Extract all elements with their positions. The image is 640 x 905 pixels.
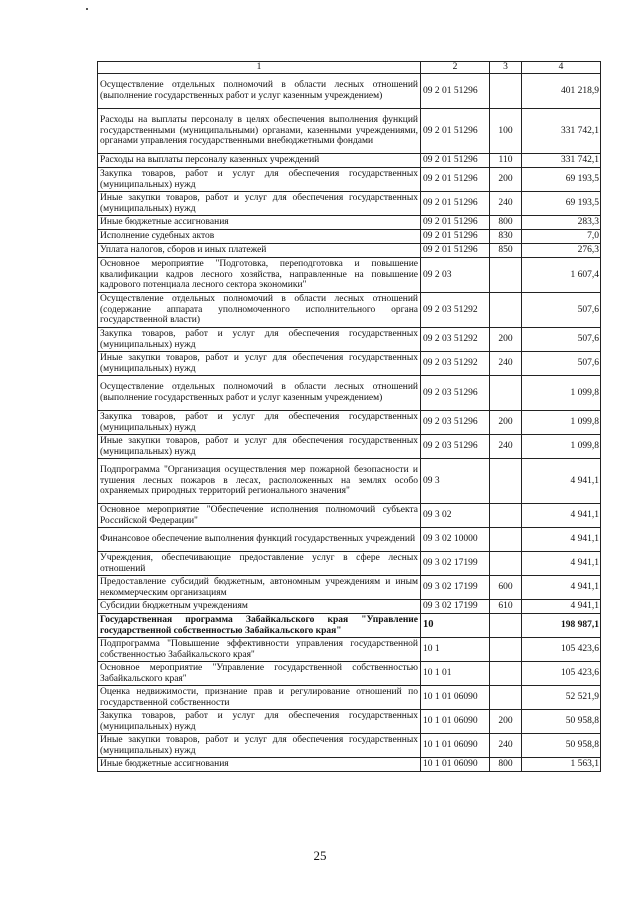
- row-expense-type-cell: 800: [490, 758, 522, 772]
- row-code-cell: 09 3 02: [421, 504, 490, 528]
- row-expense-type-cell: 240: [490, 734, 522, 758]
- row-code-cell: 10: [421, 614, 490, 638]
- header-col-4: 4: [522, 62, 601, 74]
- row-name-cell: Субсидии бюджетным учреждениям: [98, 600, 421, 614]
- table-row: [98, 74, 601, 109]
- budget-table: [97, 61, 601, 772]
- row-code-cell: 10 1 01 06090: [421, 758, 490, 772]
- table-header-row: [98, 62, 601, 74]
- row-expense-type-cell: [490, 293, 522, 328]
- row-name-cell: Закупка товаров, работ и услуг для обеспечения государственных (муниципальных) нужд: [98, 710, 421, 734]
- row-expense-type-cell: 200: [490, 411, 522, 435]
- row-code-cell: 09 3 02 10000: [421, 528, 490, 552]
- row-amount-cell: 7,0: [522, 230, 601, 244]
- table-row: [98, 552, 601, 576]
- row-code-cell: 09 2 01 51296: [421, 74, 490, 109]
- row-expense-type-cell: 850: [490, 244, 522, 258]
- row-amount-cell: 4 941,1: [522, 576, 601, 600]
- row-amount-cell: 69 193,5: [522, 192, 601, 216]
- header-col-3: 3: [490, 62, 522, 74]
- row-amount-cell: 50 958,8: [522, 710, 601, 734]
- row-expense-type-cell: [490, 459, 522, 504]
- row-expense-type-cell: [490, 74, 522, 109]
- row-code-cell: 09 2 01 51296: [421, 168, 490, 192]
- row-expense-type-cell: 100: [490, 109, 522, 154]
- row-code-cell: 10 1 01 06090: [421, 710, 490, 734]
- row-expense-type-cell: [490, 662, 522, 686]
- row-name-cell: Иные бюджетные ассигнования: [98, 216, 421, 230]
- row-amount-cell: 1 099,8: [522, 435, 601, 459]
- row-amount-cell: 4 941,1: [522, 504, 601, 528]
- table-row: [98, 411, 601, 435]
- row-name-cell: Расходы на выплаты персоналу казенных учреждений: [98, 154, 421, 168]
- table-row: [98, 638, 601, 662]
- row-name-cell: Иные бюджетные ассигнования: [98, 758, 421, 772]
- table-row: [98, 758, 601, 772]
- table-row: [98, 376, 601, 411]
- row-amount-cell: 401 218,9: [522, 74, 601, 109]
- row-name-cell: Основное мероприятие "Подготовка, переподготовка и повышение квалификации кадров лесного хозяйства, направленные на повышение кадрового потенциала лесного сектора экономики": [98, 258, 421, 293]
- row-name-cell: Закупка товаров, работ и услуг для обеспечения государственных (муниципальных) нужд: [98, 411, 421, 435]
- row-code-cell: 09 3 02 17199: [421, 552, 490, 576]
- row-expense-type-cell: 200: [490, 168, 522, 192]
- row-code-cell: 09 2 03 51296: [421, 376, 490, 411]
- row-amount-cell: 1 563,1: [522, 758, 601, 772]
- row-expense-type-cell: 600: [490, 576, 522, 600]
- row-code-cell: 09 2 03: [421, 258, 490, 293]
- row-expense-type-cell: 200: [490, 328, 522, 352]
- table-row: [98, 293, 601, 328]
- header-col-2: 2: [421, 62, 490, 74]
- scan-artifact: [86, 8, 88, 10]
- row-amount-cell: 1 099,8: [522, 411, 601, 435]
- row-amount-cell: 507,6: [522, 352, 601, 376]
- row-code-cell: 09 3 02 17199: [421, 600, 490, 614]
- page-number: 25: [313, 848, 327, 863]
- row-expense-type-cell: 240: [490, 435, 522, 459]
- row-expense-type-cell: 200: [490, 710, 522, 734]
- row-code-cell: 09 2 01 51296: [421, 216, 490, 230]
- row-amount-cell: 4 941,1: [522, 459, 601, 504]
- table-body: [98, 74, 601, 772]
- table-row: [98, 168, 601, 192]
- row-amount-cell: 507,6: [522, 328, 601, 352]
- row-amount-cell: 507,6: [522, 293, 601, 328]
- row-name-cell: Учреждения, обеспечивающие предоставление услуг в сфере лесных отношений: [98, 552, 421, 576]
- row-name-cell: Закупка товаров, работ и услуг для обеспечения государственных (муниципальных) нужд: [98, 328, 421, 352]
- row-code-cell: 09 2 03 51292: [421, 328, 490, 352]
- row-name-cell: Осуществление отдельных полномочий в области лесных отношений (содержание аппарата уполномоченного исполнительного органа государственной власти): [98, 293, 421, 328]
- row-code-cell: 09 3: [421, 459, 490, 504]
- row-code-cell: 09 2 03 51292: [421, 352, 490, 376]
- row-name-cell: Осуществление отдельных полномочий в области лесных отношений (выполнение государственных работ и услуг казенным учреждением): [98, 376, 421, 411]
- row-name-cell: Уплата налогов, сборов и иных платежей: [98, 244, 421, 258]
- row-code-cell: 09 2 01 51296: [421, 244, 490, 258]
- row-name-cell: Осуществление отдельных полномочий в области лесных отношений (выполнение государственных работ и услуг казенным учреждением): [98, 74, 421, 109]
- table-row: [98, 459, 601, 504]
- row-amount-cell: 50 958,8: [522, 734, 601, 758]
- row-expense-type-cell: 240: [490, 192, 522, 216]
- table-row: [98, 216, 601, 230]
- row-amount-cell: 105 423,6: [522, 638, 601, 662]
- row-expense-type-cell: [490, 686, 522, 710]
- row-name-cell: Расходы на выплаты персоналу в целях обеспечения выполнения функций государственными (муниципальными) органами, казенными учреждениями, органами управления государственными внебюджетными фондами: [98, 109, 421, 154]
- row-expense-type-cell: [490, 258, 522, 293]
- row-amount-cell: 331 742,1: [522, 109, 601, 154]
- table-row: [98, 328, 601, 352]
- header-col-1: 1: [98, 62, 421, 74]
- row-name-cell: Подпрограмма "Организация осуществления мер пожарной безопасности и тушения лесных пожаров в лесах, расположенных на землях особо охраняемых природных территорий регионального значения": [98, 459, 421, 504]
- table-row: [98, 504, 601, 528]
- table-row: [98, 352, 601, 376]
- row-code-cell: 09 2 01 51296: [421, 230, 490, 244]
- row-code-cell: 09 2 01 51296: [421, 192, 490, 216]
- row-amount-cell: 283,3: [522, 216, 601, 230]
- row-amount-cell: 4 941,1: [522, 528, 601, 552]
- row-code-cell: 10 1 01 06090: [421, 686, 490, 710]
- row-code-cell: 09 3 02 17199: [421, 576, 490, 600]
- row-amount-cell: 198 987,1: [522, 614, 601, 638]
- table-row: [98, 734, 601, 758]
- row-code-cell: 09 2 03 51296: [421, 435, 490, 459]
- row-code-cell: 09 2 01 51296: [421, 154, 490, 168]
- table-row: [98, 109, 601, 154]
- row-expense-type-cell: [490, 504, 522, 528]
- row-expense-type-cell: [490, 528, 522, 552]
- row-expense-type-cell: 110: [490, 154, 522, 168]
- row-expense-type-cell: 830: [490, 230, 522, 244]
- table-row: [98, 230, 601, 244]
- row-name-cell: Финансовое обеспечение выполнения функций государственных учреждений: [98, 528, 421, 552]
- row-name-cell: Оценка недвижимости, признание прав и регулирование отношений по государственной собственности: [98, 686, 421, 710]
- table-row: [98, 576, 601, 600]
- table-row: [98, 710, 601, 734]
- row-expense-type-cell: [490, 376, 522, 411]
- table-row: [98, 614, 601, 638]
- row-amount-cell: 52 521,9: [522, 686, 601, 710]
- row-amount-cell: 1 607,4: [522, 258, 601, 293]
- row-expense-type-cell: 240: [490, 352, 522, 376]
- row-name-cell: Исполнение судебных актов: [98, 230, 421, 244]
- table-row: [98, 192, 601, 216]
- row-amount-cell: 276,3: [522, 244, 601, 258]
- row-name-cell: Иные закупки товаров, работ и услуг для обеспечения государственных (муниципальных) нужд: [98, 734, 421, 758]
- table-row: [98, 154, 601, 168]
- row-expense-type-cell: [490, 638, 522, 662]
- row-name-cell: Государственная программа Забайкальского края "Управление государственной собственностью Забайкальского края": [98, 614, 421, 638]
- row-expense-type-cell: 610: [490, 600, 522, 614]
- row-code-cell: 09 2 03 51292: [421, 293, 490, 328]
- row-code-cell: 10 1 01: [421, 662, 490, 686]
- row-name-cell: Предоставление субсидий бюджетным, автономным учреждениям и иным некоммерческим организациям: [98, 576, 421, 600]
- row-amount-cell: 331 742,1: [522, 154, 601, 168]
- row-name-cell: Иные закупки товаров, работ и услуг для обеспечения государственных (муниципальных) нужд: [98, 352, 421, 376]
- table-row: [98, 600, 601, 614]
- table-row: [98, 686, 601, 710]
- row-amount-cell: 1 099,8: [522, 376, 601, 411]
- row-expense-type-cell: [490, 552, 522, 576]
- row-name-cell: Иные закупки товаров, работ и услуг для обеспечения государственных (муниципальных) нужд: [98, 435, 421, 459]
- row-code-cell: 10 1: [421, 638, 490, 662]
- row-name-cell: Иные закупки товаров, работ и услуг для обеспечения государственных (муниципальных) нужд: [98, 192, 421, 216]
- row-amount-cell: 4 941,1: [522, 600, 601, 614]
- row-name-cell: Подпрограмма "Повышение эффективности управления государственной собственностью Забайкальского края": [98, 638, 421, 662]
- row-code-cell: 09 2 03 51296: [421, 411, 490, 435]
- table-row: [98, 435, 601, 459]
- table-row: [98, 244, 601, 258]
- row-name-cell: Основное мероприятие "Обеспечение исполнения полномочий субъекта Российской Федерации": [98, 504, 421, 528]
- row-name-cell: Основное мероприятие "Управление государственной собственностью Забайкальского края": [98, 662, 421, 686]
- row-name-cell: Закупка товаров, работ и услуг для обеспечения государственных (муниципальных) нужд: [98, 168, 421, 192]
- table-row: [98, 528, 601, 552]
- row-amount-cell: 105 423,6: [522, 662, 601, 686]
- row-amount-cell: 4 941,1: [522, 552, 601, 576]
- table-row: [98, 258, 601, 293]
- row-code-cell: 09 2 01 51296: [421, 109, 490, 154]
- row-code-cell: 10 1 01 06090: [421, 734, 490, 758]
- row-expense-type-cell: 800: [490, 216, 522, 230]
- table-row: [98, 662, 601, 686]
- row-amount-cell: 69 193,5: [522, 168, 601, 192]
- row-expense-type-cell: [490, 614, 522, 638]
